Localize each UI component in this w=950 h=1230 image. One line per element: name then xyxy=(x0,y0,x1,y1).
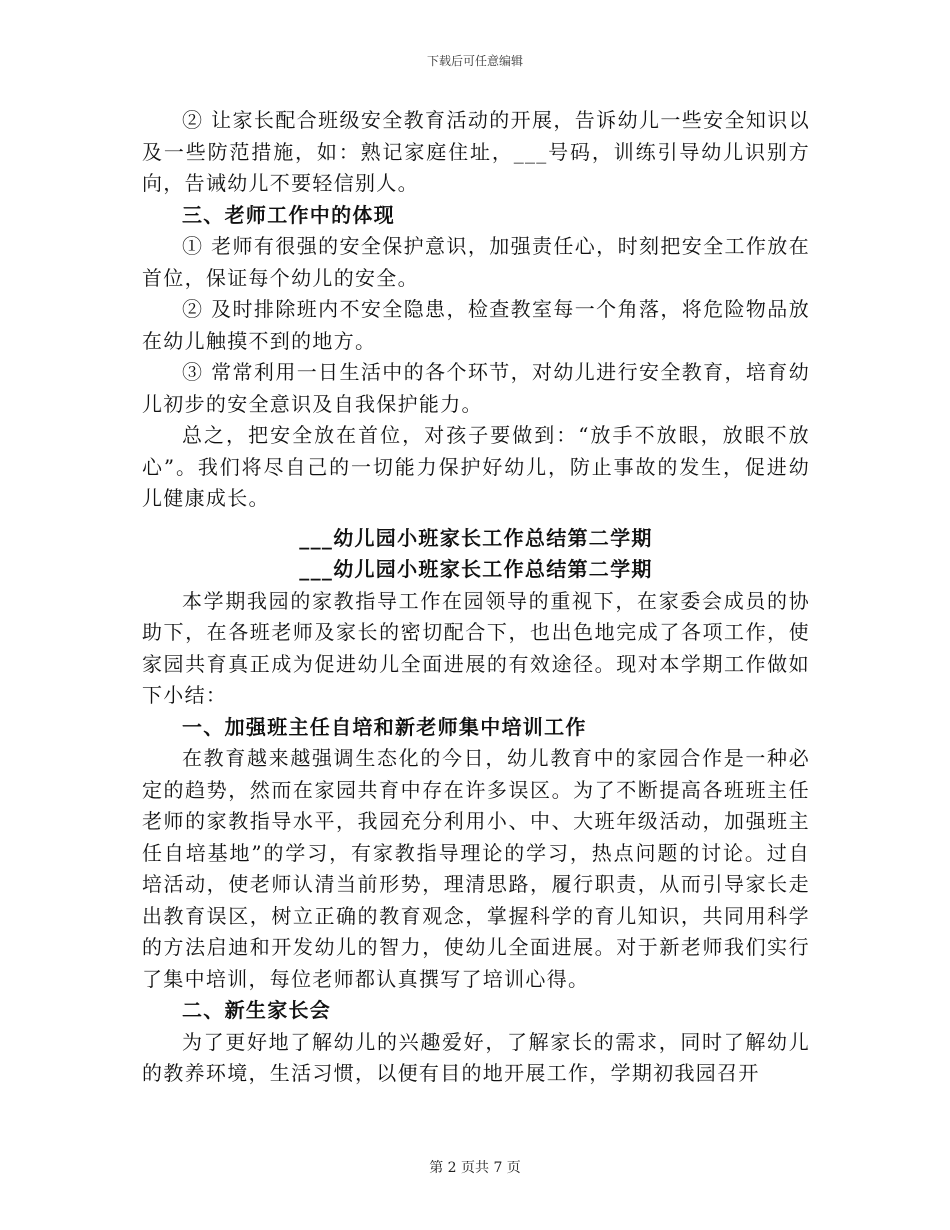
paragraph-parent-meeting: 为了更好地了解幼儿的兴趣爱好，了解家长的需求，同时了解幼儿的教养环境，生活习惯，以便有目的地开展工作，学期初我园召开 xyxy=(142,1029,810,1085)
paragraph-parent-safety-cooperation: ② 让家长配合班级安全教育活动的开展，告诉幼儿一些安全知识以及一些防范措施，如：熟记家庭住址，___号码，训练引导幼儿识别方向，告诫幼儿不要轻信别人。 xyxy=(142,108,810,195)
page-footer: 第 2 页共 7 页 xyxy=(429,1160,521,1176)
paragraph-safety-awareness: ① 老师有很强的安全保护意识，加强责任心，时刻把安全工作放在首位，保证每个幼儿的安全。 xyxy=(142,234,810,290)
paragraph-daily-safety-education: ③ 常常利用一日生活中的各个环节，对幼儿进行安全教育，培育幼儿初步的安全意识及自我保护能力。 xyxy=(142,360,810,416)
document-body xyxy=(142,105,810,1090)
document-subtitle: ___幼儿园小班家长工作总结第二学期 xyxy=(299,557,653,581)
section-heading-parent-meeting: 二、新生家长会 xyxy=(182,998,332,1022)
document-title: ___幼儿园小班家长工作总结第二学期 xyxy=(299,525,653,550)
page-header: 下载后可任意编辑 xyxy=(426,54,523,68)
paragraph-conclusion: 总之，把安全放在首位，对孩子要做到：“放手不放眼，放眼不放心”。我们将尽自己的一切能力保护好幼儿，防止事故的发生，促进幼儿健康成长。 xyxy=(142,423,810,510)
paragraph-remove-hazards: ② 及时排除班内不安全隐患，检查教室每一个角落，将危险物品放在幼儿触摸不到的地方。 xyxy=(142,297,810,353)
section-heading-teacher-work: 三、老师工作中的体现 xyxy=(182,202,395,227)
paragraph-intro: 本学期我园的家教指导工作在园领导的重视下，在家委会成员的协助下，在各班老师及家长的密切配合下，也出色地完成了各项工作，使家园共育真正成为促进幼儿全面进展的有效途径。现对本学期工作做如下小结： xyxy=(142,588,810,707)
paragraph-training: 在教育越来越强调生态化的今日，幼儿教育中的家园合作是一种必定的趋势，然而在家园共育中存在许多误区。为了不断提高各班班主任老师的家教指导水平，我园充分利用小、中、大班年级活动，加强班主任自培基地”的学习，有家教指导理论的学习，热点问题的讨论。过自培活动，使老师认清当前形势，理清思路，履行职责，从而引导家长走出教育误区，树立正确的教育观念，掌握科学的育儿知识，共同用科学的方法启迪和开发幼儿的智力，使幼儿全面进展。对于新老师我们实行了集中培训，每位老师都认真撰写了培训心得。 xyxy=(142,746,810,991)
section-heading-training: 一、加强班主任自培和新老师集中培训工作 xyxy=(182,714,587,739)
